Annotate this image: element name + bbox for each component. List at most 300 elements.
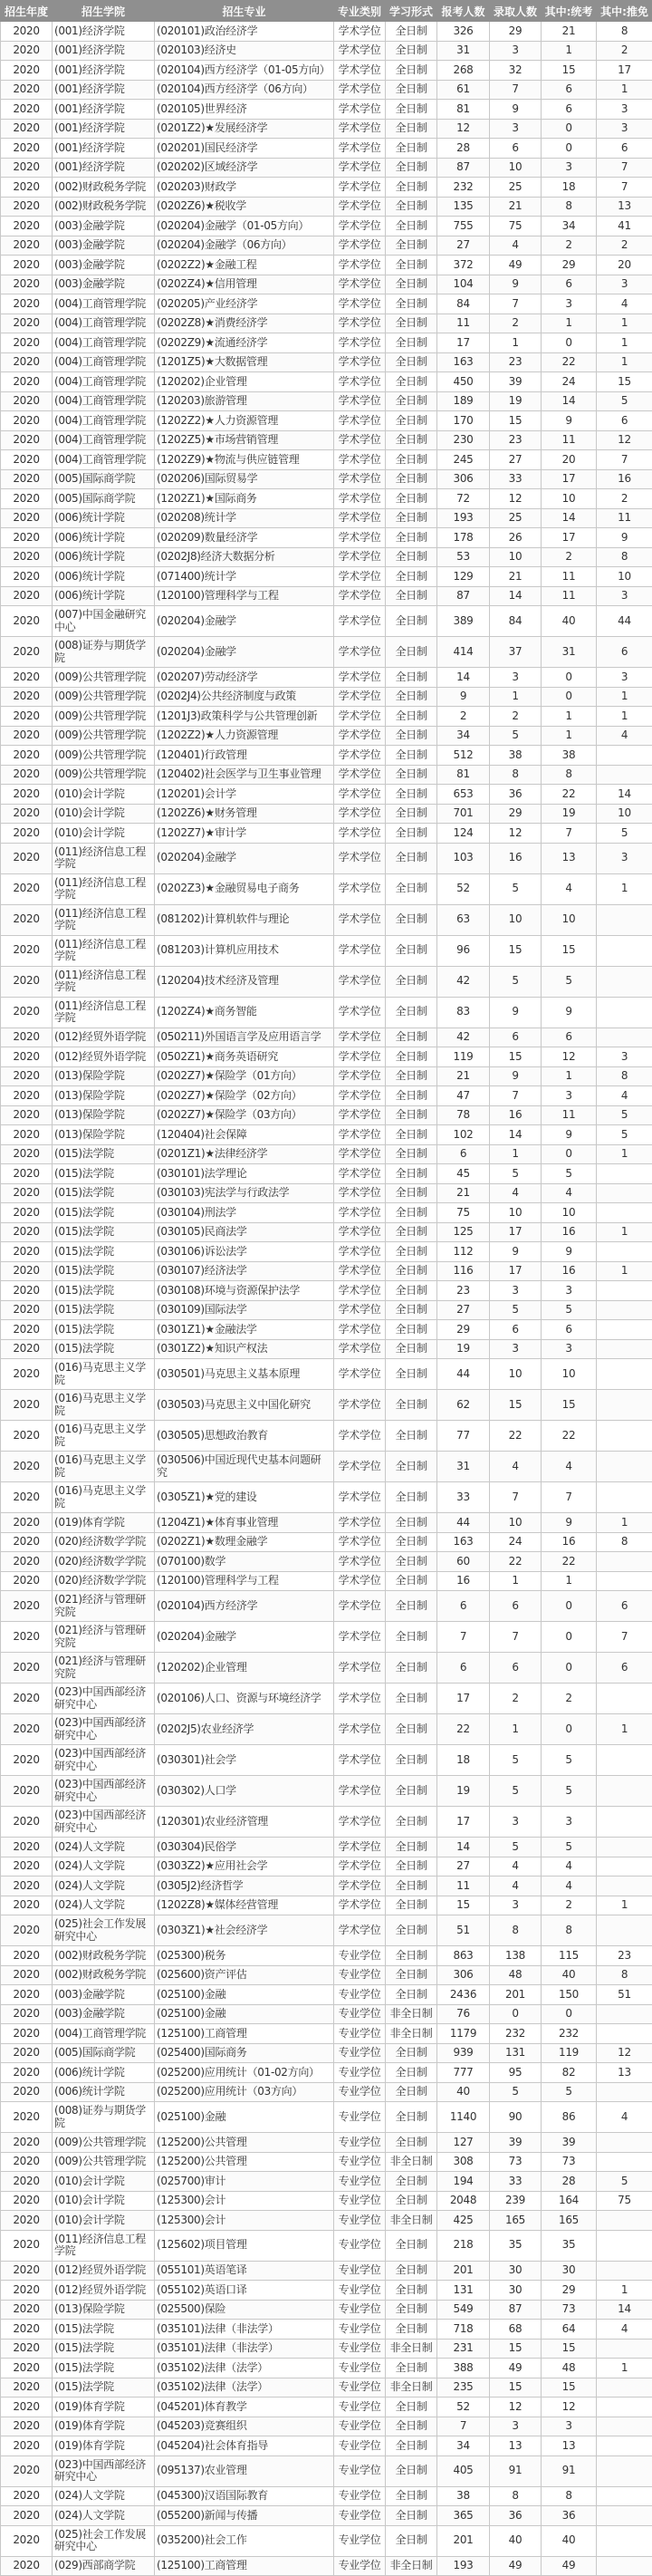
exam-admitted-cell: 73 <box>542 2152 597 2172</box>
major-cell: (120202)企业管理 <box>155 372 334 392</box>
table-row <box>1 2004 652 2024</box>
college-cell: (011)经济信息工程学院 <box>53 2230 155 2261</box>
exam-admitted-cell: 15 <box>542 2339 597 2359</box>
applicants-cell: 38 <box>437 2486 490 2506</box>
year-cell: 2020 <box>1 333 53 353</box>
major-cell: (020209)数量经济学 <box>155 528 334 548</box>
exempt-admitted-cell: 6 <box>597 139 652 159</box>
major-cell: (0202Z9)★流通经济学 <box>155 333 334 353</box>
degree-type-cell: 学术学位 <box>334 1915 386 1946</box>
college-cell: (015)法学院 <box>53 1164 155 1184</box>
exam-admitted-cell: 9 <box>542 997 597 1028</box>
exempt-admitted-cell <box>597 2417 652 2436</box>
admitted-cell: 19 <box>490 391 542 411</box>
exempt-admitted-cell <box>597 2556 652 2576</box>
study-mode-cell: 全日制 <box>386 668 437 688</box>
degree-type-cell: 学术学位 <box>334 1261 386 1281</box>
header-major: 招生专业 <box>155 1 334 22</box>
year-cell: 2020 <box>1 804 53 824</box>
applicants-cell: 178 <box>437 528 490 548</box>
degree-type-cell: 专业学位 <box>334 1965 386 1985</box>
year-cell: 2020 <box>1 1571 53 1591</box>
exam-admitted-cell: 7 <box>542 1482 597 1513</box>
applicants-cell: 21 <box>437 1066 490 1086</box>
study-mode-cell: 全日制 <box>386 1985 437 2005</box>
exempt-admitted-cell: 5 <box>597 1125 652 1145</box>
college-cell: (013)保险学院 <box>53 1105 155 1125</box>
applicants-cell: 193 <box>437 2556 490 2576</box>
year-cell: 2020 <box>1 275 53 294</box>
college-cell: (001)经济学院 <box>53 80 155 100</box>
table-row <box>1 2261 652 2281</box>
exam-admitted-cell: 10 <box>542 904 597 935</box>
table-row <box>1 1421 652 1452</box>
year-cell: 2020 <box>1 1281 53 1301</box>
exempt-admitted-cell: 1 <box>597 2359 652 2378</box>
college-cell: (015)法学院 <box>53 1300 155 1320</box>
study-mode-cell: 全日制 <box>386 450 437 470</box>
year-cell: 2020 <box>1 372 53 392</box>
exempt-admitted-cell: 1 <box>597 1513 652 1533</box>
college-cell: (004)工商管理学院 <box>53 2024 155 2044</box>
study-mode-cell: 全日制 <box>386 139 437 159</box>
admitted-cell: 6 <box>490 1028 542 1047</box>
college-cell: (015)法学院 <box>53 1183 155 1203</box>
table-row <box>1 1776 652 1807</box>
major-cell: (035102)法律（法学） <box>155 2359 334 2378</box>
year-cell: 2020 <box>1 1946 53 1966</box>
table-row <box>1 2320 652 2340</box>
degree-type-cell: 学术学位 <box>334 873 386 904</box>
applicants-cell: 372 <box>437 256 490 275</box>
admitted-cell: 6 <box>490 1320 542 1340</box>
study-mode-cell: 全日制 <box>386 178 437 198</box>
applicants-cell: 163 <box>437 352 490 372</box>
table-row <box>1 1653 652 1684</box>
major-cell: (020105)世界经济 <box>155 100 334 120</box>
exam-admitted-cell: 6 <box>542 275 597 294</box>
applicants-cell: 28 <box>437 139 490 159</box>
applicants-cell: 2436 <box>437 1985 490 2005</box>
study-mode-cell: 全日制 <box>386 547 437 567</box>
exam-admitted-cell: 0 <box>542 668 597 688</box>
year-cell: 2020 <box>1 2043 53 2063</box>
year-cell: 2020 <box>1 430 53 450</box>
college-cell: (021)经济与管理研究院 <box>53 1622 155 1653</box>
college-cell: (009)公共管理学院 <box>53 765 155 785</box>
degree-type-cell: 专业学位 <box>334 2133 386 2153</box>
exam-admitted-cell: 15 <box>542 61 597 81</box>
major-cell: (020207)劳动经济学 <box>155 668 334 688</box>
header-study-mode: 学习形式 <box>386 1 437 22</box>
exam-admitted-cell: 10 <box>542 489 597 509</box>
exam-admitted-cell: 13 <box>542 2436 597 2456</box>
exam-admitted-cell: 39 <box>542 2133 597 2153</box>
year-cell: 2020 <box>1 314 53 333</box>
year-cell: 2020 <box>1 765 53 785</box>
exempt-admitted-cell: 7 <box>597 178 652 198</box>
college-cell: (011)经济信息工程学院 <box>53 873 155 904</box>
admitted-cell: 5 <box>490 1838 542 1857</box>
applicants-cell: 60 <box>437 1552 490 1572</box>
admitted-cell: 39 <box>490 372 542 392</box>
major-cell: (0201Z2)★发展经济学 <box>155 119 334 139</box>
applicants-cell: 33 <box>437 1482 490 1513</box>
exam-admitted-cell: 48 <box>542 2359 597 2378</box>
exempt-admitted-cell: 5 <box>597 391 652 411</box>
year-cell: 2020 <box>1 294 53 314</box>
year-cell: 2020 <box>1 1164 53 1184</box>
exempt-admitted-cell <box>597 1857 652 1877</box>
major-cell: (030107)经济法学 <box>155 1261 334 1281</box>
degree-type-cell: 学术学位 <box>334 217 386 236</box>
exempt-admitted-cell <box>597 1339 652 1359</box>
year-cell: 2020 <box>1 352 53 372</box>
table-row <box>1 469 652 489</box>
header-degree-type: 专业类别 <box>334 1 386 22</box>
applicants-cell: 31 <box>437 1452 490 1482</box>
study-mode-cell: 全日制 <box>386 100 437 120</box>
degree-type-cell: 专业学位 <box>334 2320 386 2340</box>
study-mode-cell: 全日制 <box>386 1047 437 1067</box>
applicants-cell: 231 <box>437 2339 490 2359</box>
admitted-cell: 6 <box>490 1653 542 1684</box>
table-row <box>1 2102 652 2133</box>
exempt-admitted-cell: 8 <box>597 1532 652 1552</box>
applicants-cell: 27 <box>437 1300 490 1320</box>
year-cell: 2020 <box>1 1965 53 1985</box>
table-row <box>1 687 652 707</box>
degree-type-cell: 学术学位 <box>334 391 386 411</box>
degree-type-cell: 学术学位 <box>334 430 386 450</box>
year-cell: 2020 <box>1 2024 53 2044</box>
admitted-cell: 90 <box>490 2102 542 2133</box>
college-cell: (003)金融学院 <box>53 217 155 236</box>
exam-admitted-cell: 15 <box>542 935 597 966</box>
exam-admitted-cell: 10 <box>542 1359 597 1390</box>
year-cell: 2020 <box>1 2486 53 2506</box>
degree-type-cell: 学术学位 <box>334 1066 386 1086</box>
table-row <box>1 1105 652 1125</box>
study-mode-cell: 全日制 <box>386 1203 437 1223</box>
exempt-admitted-cell <box>597 1915 652 1946</box>
exempt-admitted-cell <box>597 1281 652 1301</box>
applicants-cell: 76 <box>437 2004 490 2024</box>
applicants-cell: 119 <box>437 1047 490 1067</box>
degree-type-cell: 学术学位 <box>334 1684 386 1714</box>
degree-type-cell: 学术学位 <box>334 824 386 844</box>
study-mode-cell: 全日制 <box>386 352 437 372</box>
table-row <box>1 352 652 372</box>
exempt-admitted-cell: 11 <box>597 508 652 528</box>
year-cell: 2020 <box>1 966 53 997</box>
college-cell: (009)公共管理学院 <box>53 746 155 766</box>
study-mode-cell: 全日制 <box>386 1513 437 1533</box>
admitted-cell: 10 <box>490 904 542 935</box>
year-cell: 2020 <box>1 726 53 746</box>
major-cell: (020104)西方经济学（01-05方向） <box>155 61 334 81</box>
admitted-cell: 3 <box>490 1339 542 1359</box>
exam-admitted-cell: 9 <box>542 411 597 431</box>
major-cell: (030302)人口学 <box>155 1776 334 1807</box>
degree-type-cell: 学术学位 <box>334 997 386 1028</box>
study-mode-cell: 全日制 <box>386 873 437 904</box>
admitted-cell: 13 <box>490 2436 542 2456</box>
admitted-cell: 1 <box>490 1571 542 1591</box>
major-cell: (1202Z9)★物流与供应链管理 <box>155 450 334 470</box>
exam-admitted-cell: 30 <box>542 2261 597 2281</box>
study-mode-cell: 全日制 <box>386 1482 437 1513</box>
college-cell: (011)经济信息工程学院 <box>53 843 155 873</box>
admitted-cell: 49 <box>490 2359 542 2378</box>
study-mode-cell: 全日制 <box>386 687 437 707</box>
study-mode-cell: 全日制 <box>386 294 437 314</box>
degree-type-cell: 学术学位 <box>334 904 386 935</box>
year-cell: 2020 <box>1 2102 53 2133</box>
college-cell: (023)中国西部经济研究中心 <box>53 1684 155 1714</box>
exempt-admitted-cell: 13 <box>597 197 652 217</box>
college-cell: (012)经贸外语学院 <box>53 2261 155 2281</box>
applicants-cell: 2 <box>437 707 490 727</box>
table-row <box>1 1591 652 1622</box>
year-cell: 2020 <box>1 1242 53 1262</box>
degree-type-cell: 专业学位 <box>334 2339 386 2359</box>
study-mode-cell: 全日制 <box>386 1066 437 1086</box>
study-mode-cell: 全日制 <box>386 2043 437 2063</box>
degree-type-cell: 学术学位 <box>334 1622 386 1653</box>
major-cell: (045201)体育教学 <box>155 2398 334 2417</box>
year-cell: 2020 <box>1 1877 53 1896</box>
applicants-cell: 34 <box>437 2436 490 2456</box>
table-row <box>1 804 652 824</box>
applicants-cell: 232 <box>437 178 490 198</box>
year-cell: 2020 <box>1 668 53 688</box>
admitted-cell: 87 <box>490 2300 542 2320</box>
exempt-admitted-cell <box>597 2455 652 2486</box>
applicants-cell: 189 <box>437 391 490 411</box>
study-mode-cell: 全日制 <box>386 469 437 489</box>
study-mode-cell: 全日制 <box>386 2398 437 2417</box>
exam-admitted-cell: 19 <box>542 804 597 824</box>
study-mode-cell: 全日制 <box>386 1532 437 1552</box>
major-cell: (050211)外国语言学及应用语言学 <box>155 1028 334 1047</box>
study-mode-cell: 全日制 <box>386 1591 437 1622</box>
year-cell: 2020 <box>1 1857 53 1877</box>
degree-type-cell: 学术学位 <box>334 1320 386 1340</box>
admitted-cell: 15 <box>490 2339 542 2359</box>
table-row <box>1 61 652 81</box>
exam-admitted-cell: 22 <box>542 785 597 805</box>
major-cell: (120100)管理科学与工程 <box>155 1571 334 1591</box>
study-mode-cell: 全日制 <box>386 567 437 587</box>
exam-admitted-cell: 9 <box>542 1513 597 1533</box>
exempt-admitted-cell: 4 <box>597 2320 652 2340</box>
exempt-admitted-cell: 1 <box>597 1896 652 1915</box>
admitted-cell: 1 <box>490 687 542 707</box>
study-mode-cell: 全日制 <box>386 765 437 785</box>
applicants-cell: 308 <box>437 2152 490 2172</box>
major-cell: (020203)财政学 <box>155 178 334 198</box>
exam-admitted-cell: 1 <box>542 707 597 727</box>
admitted-cell: 239 <box>490 2191 542 2211</box>
year-cell: 2020 <box>1 997 53 1028</box>
degree-type-cell: 学术学位 <box>334 1571 386 1591</box>
admitted-cell: 73 <box>490 2152 542 2172</box>
year-cell: 2020 <box>1 2436 53 2456</box>
major-cell: (0301Z2)★知识产权法 <box>155 1339 334 1359</box>
exam-admitted-cell: 17 <box>542 469 597 489</box>
major-cell: (0202Z7)★保险学（03方向） <box>155 1105 334 1125</box>
table-row <box>1 1985 652 2005</box>
year-cell: 2020 <box>1 1532 53 1552</box>
year-cell: 2020 <box>1 687 53 707</box>
exempt-admitted-cell <box>597 1028 652 1047</box>
study-mode-cell: 全日制 <box>386 197 437 217</box>
degree-type-cell: 专业学位 <box>334 2436 386 2456</box>
applicants-cell: 194 <box>437 2172 490 2192</box>
year-cell: 2020 <box>1 528 53 548</box>
college-cell: (011)经济信息工程学院 <box>53 935 155 966</box>
year-cell: 2020 <box>1 1915 53 1946</box>
major-cell: (020204)金融学（06方向） <box>155 236 334 256</box>
table-row <box>1 2378 652 2398</box>
major-cell: (035101)法律（非法学） <box>155 2320 334 2340</box>
degree-type-cell: 专业学位 <box>334 2230 386 2261</box>
table-row <box>1 430 652 450</box>
table-row <box>1 1896 652 1915</box>
major-cell: (0202Z2)★金融工程 <box>155 256 334 275</box>
table-row <box>1 1807 652 1838</box>
degree-type-cell: 学术学位 <box>334 843 386 873</box>
admitted-cell: 3 <box>490 41 542 61</box>
admitted-cell: 12 <box>490 2398 542 2417</box>
exam-admitted-cell: 0 <box>542 119 597 139</box>
college-cell: (015)法学院 <box>53 1144 155 1164</box>
applicants-cell: 116 <box>437 1261 490 1281</box>
exempt-admitted-cell <box>597 2525 652 2556</box>
exam-admitted-cell: 0 <box>542 139 597 159</box>
table-row <box>1 217 652 236</box>
study-mode-cell: 全日制 <box>386 1300 437 1320</box>
college-cell: (005)国际商学院 <box>53 469 155 489</box>
college-cell: (023)中国西部经济研究中心 <box>53 1745 155 1776</box>
degree-type-cell: 学术学位 <box>334 41 386 61</box>
admitted-cell: 138 <box>490 1946 542 1966</box>
applicants-cell: 306 <box>437 469 490 489</box>
exempt-admitted-cell <box>597 1359 652 1390</box>
degree-type-cell: 学术学位 <box>334 1144 386 1164</box>
degree-type-cell: 学术学位 <box>334 1359 386 1390</box>
study-mode-cell: 全日制 <box>386 1807 437 1838</box>
admitted-cell: 3 <box>490 119 542 139</box>
study-mode-cell: 全日制 <box>386 1452 437 1482</box>
exam-admitted-cell: 0 <box>542 1591 597 1622</box>
exam-admitted-cell: 20 <box>542 450 597 470</box>
college-cell: (004)工商管理学院 <box>53 430 155 450</box>
study-mode-cell: 全日制 <box>386 1086 437 1106</box>
exam-admitted-cell: 16 <box>542 1261 597 1281</box>
applicants-cell: 31 <box>437 41 490 61</box>
table-row <box>1 256 652 275</box>
year-cell: 2020 <box>1 1028 53 1047</box>
year-cell: 2020 <box>1 139 53 159</box>
degree-type-cell: 学术学位 <box>334 606 386 637</box>
college-cell: (013)保险学院 <box>53 1086 155 1106</box>
study-mode-cell: 全日制 <box>386 217 437 236</box>
exam-admitted-cell: 15 <box>542 2378 597 2398</box>
year-cell: 2020 <box>1 2398 53 2417</box>
major-cell: (125602)项目管理 <box>155 2230 334 2261</box>
admitted-cell: 3 <box>490 2417 542 2436</box>
study-mode-cell: 全日制 <box>386 41 437 61</box>
exempt-admitted-cell: 1 <box>597 707 652 727</box>
table-row <box>1 333 652 353</box>
year-cell: 2020 <box>1 2525 53 2556</box>
admitted-cell: 4 <box>490 236 542 256</box>
applicants-cell: 939 <box>437 2043 490 2063</box>
college-cell: (009)公共管理学院 <box>53 687 155 707</box>
college-cell: (016)马克思主义学院 <box>53 1482 155 1513</box>
study-mode-cell: 全日制 <box>386 1965 437 1985</box>
admitted-cell: 9 <box>490 100 542 120</box>
table-row <box>1 450 652 470</box>
admitted-cell: 7 <box>490 294 542 314</box>
college-cell: (021)经济与管理研究院 <box>53 1653 155 1684</box>
applicants-cell: 104 <box>437 275 490 294</box>
college-cell: (009)公共管理学院 <box>53 2152 155 2172</box>
college-cell: (009)公共管理学院 <box>53 668 155 688</box>
table-row <box>1 707 652 727</box>
exempt-admitted-cell <box>597 2211 652 2231</box>
exam-admitted-cell: 82 <box>542 2063 597 2083</box>
applicants-cell: 6 <box>437 1653 490 1684</box>
table-row <box>1 2230 652 2261</box>
admitted-cell: 22 <box>490 1421 542 1452</box>
admitted-cell: 9 <box>490 1242 542 1262</box>
degree-type-cell: 学术学位 <box>334 1281 386 1301</box>
admitted-cell: 4 <box>490 1183 542 1203</box>
major-cell: (081203)计算机应用技术 <box>155 935 334 966</box>
applicants-cell: 27 <box>437 236 490 256</box>
exam-admitted-cell: 6 <box>542 80 597 100</box>
applicants-cell: 83 <box>437 997 490 1028</box>
degree-type-cell: 学术学位 <box>334 1421 386 1452</box>
study-mode-cell: 非全日制 <box>386 2004 437 2024</box>
major-cell: (1202Z2)★人力资源管理 <box>155 726 334 746</box>
exam-admitted-cell: 49 <box>542 2556 597 2576</box>
admitted-cell: 27 <box>490 450 542 470</box>
header-exam-admitted: 其中:统考 <box>542 1 597 22</box>
admitted-cell: 3 <box>490 1281 542 1301</box>
college-cell: (015)法学院 <box>53 2320 155 2340</box>
study-mode-cell: 全日制 <box>386 1653 437 1684</box>
year-cell: 2020 <box>1 1066 53 1086</box>
header-applicants: 报考人数 <box>437 1 490 22</box>
major-cell: (125200)公共管理 <box>155 2133 334 2153</box>
exempt-admitted-cell <box>597 2486 652 2506</box>
college-cell: (002)财政税务学院 <box>53 1965 155 1985</box>
table-row <box>1 1222 652 1242</box>
applicants-cell: 7 <box>437 1622 490 1653</box>
admitted-cell: 10 <box>490 1513 542 1533</box>
applicants-cell: 22 <box>437 1714 490 1745</box>
admitted-cell: 12 <box>490 824 542 844</box>
applicants-cell: 7 <box>437 2417 490 2436</box>
degree-type-cell: 学术学位 <box>334 256 386 275</box>
study-mode-cell: 非全日制 <box>386 2339 437 2359</box>
admitted-cell: 17 <box>490 1261 542 1281</box>
major-cell: (025200)应用统计（03方向） <box>155 2082 334 2102</box>
